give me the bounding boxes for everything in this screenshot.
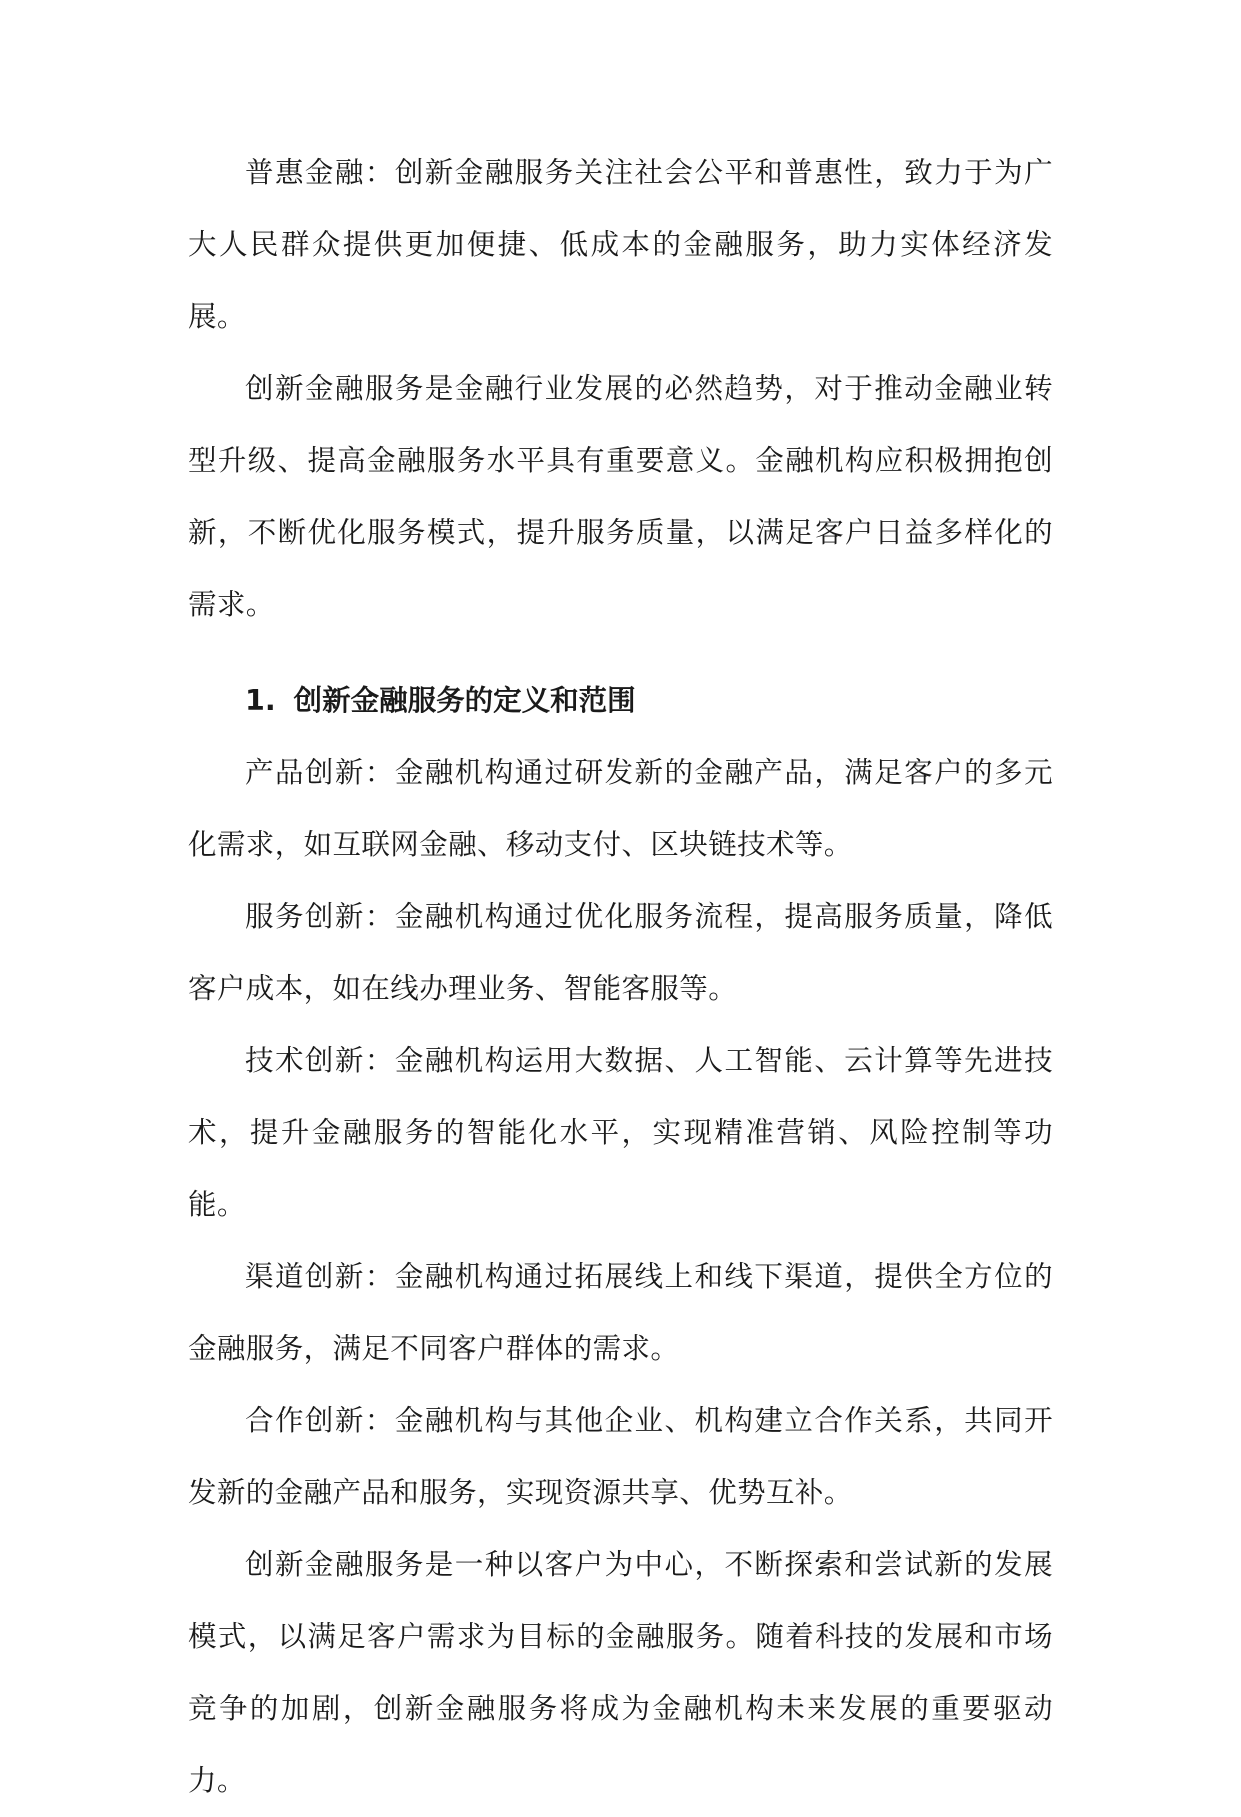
paragraph-product-innovation: 产品创新：金融机构通过研发新的金融产品，满足客户的多元化需求，如互联网金融、移动支付、区块链技术等。: [188, 756, 1053, 861]
paragraph-service-innovation: 服务创新：金融机构通过优化服务流程，提高服务质量，降低客户成本，如在线办理业务、智能客服等。: [188, 900, 1053, 1005]
paragraph-cooperation-innovation: 合作创新：金融机构与其他企业、机构建立合作关系，共同开发新的金融产品和服务，实现资源共享、优势互补。: [188, 1404, 1053, 1509]
paragraph-innovation-trend: 创新金融服务是金融行业发展的必然趋势，对于推动金融业转型升级、提高金融服务水平具有重要意义。金融机构应积极拥抱创新，不断优化服务模式，提升服务质量，以满足客户日益多样化的需求。: [188, 372, 1053, 621]
paragraph-inclusive-finance: 普惠金融：创新金融服务关注社会公平和普惠性，致力于为广大人民群众提供更加便捷、低成本的金融服务，助力实体经济发展。: [188, 156, 1053, 333]
paragraph-technology-innovation: 技术创新：金融机构运用大数据、人工智能、云计算等先进技术，提升金融服务的智能化水平，实现精准营销、风险控制等功能。: [188, 1044, 1053, 1221]
section-number: 1.: [245, 684, 276, 717]
paragraph-channel-innovation: 渠道创新：金融机构通过拓展线上和线下渠道，提供全方位的金融服务，满足不同客户群体的需求。: [188, 1260, 1053, 1365]
paragraph-summary: 创新金融服务是一种以客户为中心，不断探索和尝试新的发展模式，以满足客户需求为目标的金融服务。随着科技的发展和市场竞争的加剧，创新金融服务将成为金融机构未来发展的重要驱动力。: [188, 1548, 1053, 1797]
section-heading: [188, 665, 1053, 737]
section-title: 创新金融服务的定义和范围: [293, 684, 636, 717]
